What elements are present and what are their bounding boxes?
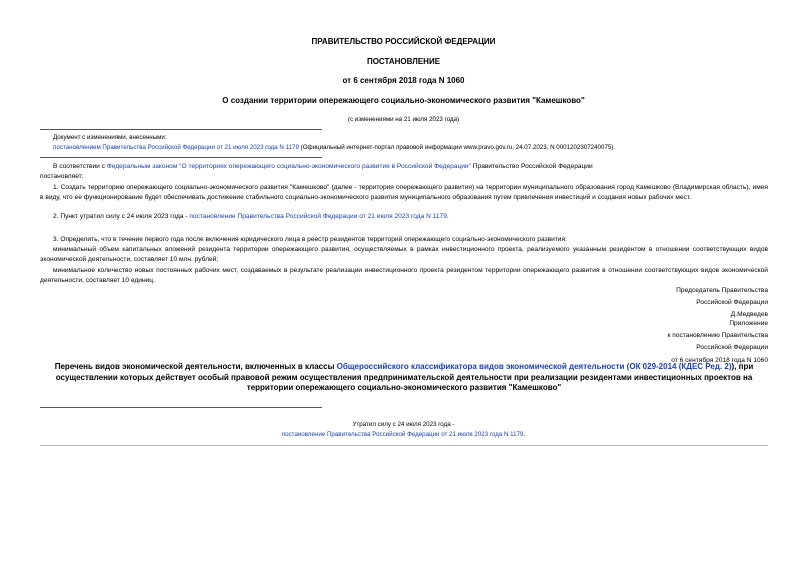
appendix-date: от 6 сентября 2018 года N 1060 xyxy=(671,356,768,364)
revision-note: (с изменениями на 21 июля 2023 года) xyxy=(347,116,460,123)
appendix-ref: к постановлению Правительства xyxy=(667,332,768,340)
decrees-word: постановляет: xyxy=(40,173,84,180)
appendix-org: Российской Федерации xyxy=(696,344,768,352)
divider xyxy=(40,129,322,130)
document-title: О создании территории опережающего социально-экономического развития "Камешково" xyxy=(222,96,585,105)
item-2 xyxy=(53,213,449,220)
repealed-note: Утратил силу с 24 июля 2023 года - xyxy=(352,421,455,428)
signature-name: Д.Медведев xyxy=(730,311,768,319)
changes-amendment-link[interactable]: постановлением Правительства Российской Федерации от 21 июля 2023 года N 1179 xyxy=(53,144,299,151)
repealed-line xyxy=(0,431,807,438)
divider xyxy=(40,445,768,446)
activity-list-title xyxy=(38,362,770,394)
list-title-suffix: ), при осуществлении которых действует особый правовой режим осуществления предпринимательской деятельности при реализации резидентами инвестиционных проектов на территории опережающего социально-экономического развития "Камешково" xyxy=(55,362,754,393)
changes-tail: (Официальный интернет-портал правовой информации www.pravo.gov.ru, 24.07.2023, N 0001202307240075). xyxy=(298,144,616,151)
appendix-block xyxy=(668,318,769,367)
item-3-capital-investment: минимальный объем капитальных вложений резидента территории опережающего развития, осуществляемых в рамках инвестиционного проекта, реализуемого указанным резидентом в отношении соответствующих видов экономической деятельности, составляет 10 млн. рублей; xyxy=(40,246,768,263)
divider xyxy=(40,157,322,158)
okved-classifier-link[interactable]: Общероссийского классификатора видов экономической деятельности (ОК 029-2014 (КДЕС Ред. 2) xyxy=(336,362,732,371)
item-2-repeal-link[interactable]: постановление Правительства Российской Федерации от 21 июля 2023 года N 1179 xyxy=(189,213,447,220)
item-2-suffix: . xyxy=(446,213,449,220)
repealed-link[interactable]: постановление Правительства Российской Федерации от 21 июля 2023 года N 1179 xyxy=(281,431,524,438)
item-3: 3. Определить, что в течение первого года после включения юридического лица в реестр резидентов территорий опережающего социально-экономического развития: xyxy=(53,236,567,243)
federal-law-link[interactable]: Федеральным законом "О территориях опережающего социально-экономического развития в Российской Федерации" xyxy=(106,163,471,170)
signature-title: Председатель Правительства xyxy=(676,287,768,294)
preamble-prefix: В соответствии с xyxy=(53,163,107,170)
government-heading: ПРАВИТЕЛЬСТВО РОССИЙСКОЙ ФЕДЕРАЦИИ xyxy=(311,37,496,46)
preamble-suffix: Правительство Российской Федерации xyxy=(470,163,593,170)
signature-org: Российской Федерации xyxy=(696,299,768,307)
item-2-prefix: 2. Пункт утратил силу с 24 июля 2023 года - xyxy=(53,213,190,220)
item-1: 1. Создать территорию опережающего социально-экономического развития "Камешково" (далее - территория опережающего развития) на территории муниципального образования город Камешково (Владимирская область), имея в виду, что ее функционирование будет обеспечивать достижение стабильного социально-экономического развития муниципального образования путем привлечения инвестиций и создания новых рабочих мест. xyxy=(40,184,768,201)
changes-label: Документ с изменениями, внесенными: xyxy=(53,134,167,141)
changes-line xyxy=(53,144,615,151)
document-date-number: от 6 сентября 2018 года N 1060 xyxy=(342,76,465,85)
signature-block xyxy=(676,285,768,322)
item-3-jobs: минимальное количество новых постоянных рабочих мест, создаваемых в результате реализации инвестиционного проекта резидентом территории опережающего развития в отношении соответствующих видов экономической деятельности, составляет 10 единиц. xyxy=(40,267,768,284)
repealed-suffix: . xyxy=(523,431,526,438)
list-title-prefix: Перечень видов экономической деятельности, включенных в классы xyxy=(54,362,337,371)
appendix-label: Приложение xyxy=(729,320,768,327)
preamble xyxy=(53,163,593,170)
document-type: ПОСТАНОВЛЕНИЕ xyxy=(366,57,441,66)
divider xyxy=(40,407,322,408)
